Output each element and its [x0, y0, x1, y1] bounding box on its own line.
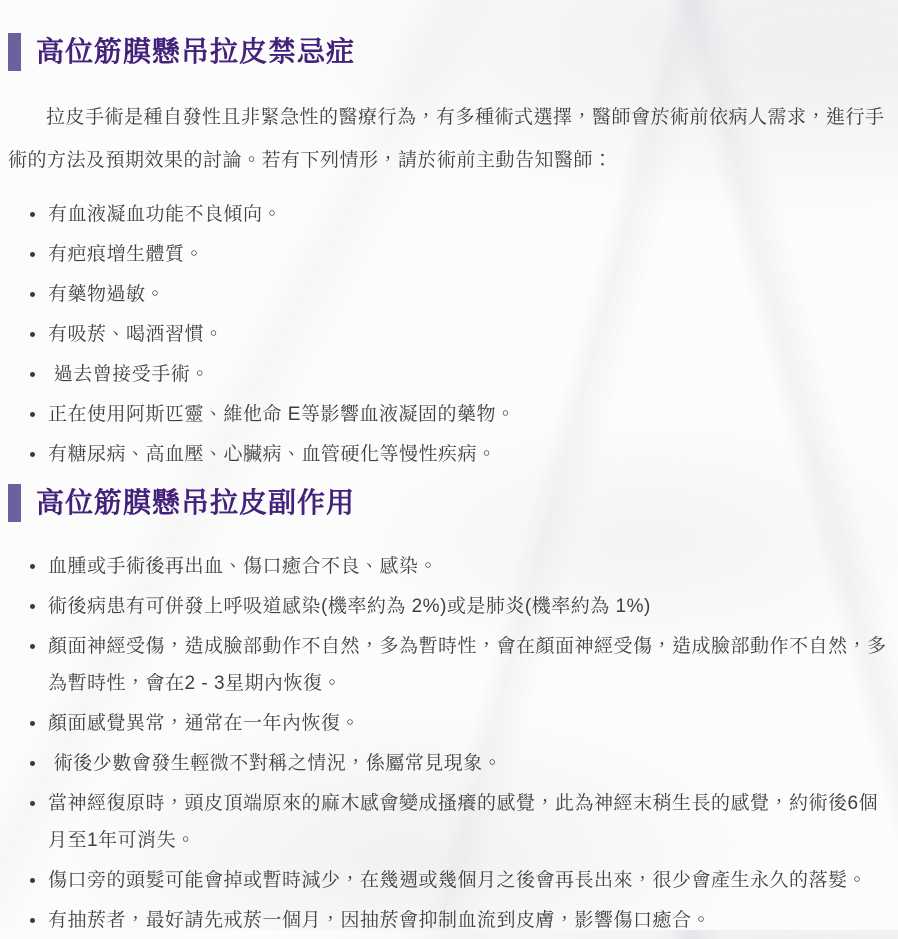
list-item-text: 有糖尿病、高血壓、心臟病、血管硬化等慢性疾病。: [48, 444, 497, 465]
intro-paragraph: 拉皮手術是種自發性且非緊急性的醫療行為，有多種術式選擇，醫師會於術前依病人需求，進行手術的方法及預期效果的討論。若有下列情形，請於術前主動告知醫師：: [8, 107, 885, 171]
section-title: 高位筋膜懸吊拉皮禁忌症: [36, 36, 356, 67]
list-item: [8, 396, 890, 433]
list-item-text: 傷口旁的頭髮可能會掉或暫時減少，在幾週或幾個月之後會再長出來，很少會產生永久的落髮。: [48, 870, 868, 891]
list-item: [8, 196, 890, 233]
list-item: [8, 628, 890, 702]
list-item: [8, 276, 890, 313]
list-item: [8, 745, 890, 782]
section-heading: [8, 484, 890, 522]
list-item: [8, 902, 890, 939]
section-heading: [8, 33, 890, 71]
list-item: [8, 356, 890, 393]
list-item-text: 有藥物過敏。: [48, 284, 166, 305]
list-item-text: 有吸菸、喝酒習慣。: [48, 324, 224, 345]
list-item: [8, 705, 890, 742]
list-item-text: 有血液凝血功能不良傾向。: [48, 204, 283, 225]
list-item-text: 顏面神經受傷，造成臉部動作不自然，多為暫時性，會在顏面神經受傷，造成臉部動作不自然，多為暫時性，會在2 - 3星期內恢復。: [48, 636, 887, 694]
section-side-effects: [8, 484, 890, 939]
list-item: [8, 316, 890, 353]
section-contraindications: [8, 33, 890, 473]
list-item-text: 有抽菸者，最好請先戒菸一個月，因抽菸會抑制血流到皮膚，影響傷口癒合。: [48, 910, 712, 931]
list-item-text: 血腫或手術後再出血、傷口癒合不良、感染。: [48, 556, 439, 577]
list-item: [8, 548, 890, 585]
contraindications-list: [8, 196, 890, 473]
side-effects-list: [8, 548, 890, 939]
list-item-text: 術後少數會發生輕微不對稱之情況，係屬常見現象。: [48, 753, 503, 774]
section-title: 高位筋膜懸吊拉皮副作用: [36, 487, 356, 518]
list-item-text: 過去曾接受手術。: [48, 364, 210, 385]
list-item-text: 正在使用阿斯匹靈、維他命 E等影響血液凝固的藥物。: [48, 404, 516, 425]
list-item-text: 顏面感覺異常，通常在一年內恢復。: [48, 713, 361, 734]
list-item: [8, 588, 890, 625]
heading-accent-bar: [8, 484, 21, 522]
list-item: [8, 785, 890, 859]
list-item-text: 術後病患有可併發上呼吸道感染(機率約為 2%)或是肺炎(機率約為 1%): [48, 596, 651, 617]
list-item-text: 當神經復原時，頭皮頂端原來的麻木感會變成搔癢的感覺，此為神經末稍生長的感覺，約術後6個月至1年可消失。: [48, 793, 879, 851]
list-item: [8, 436, 890, 473]
list-item-text: 有疤痕增生體質。: [48, 244, 205, 265]
list-item: [8, 862, 890, 899]
list-item: [8, 236, 890, 273]
heading-accent-bar: [8, 33, 21, 71]
